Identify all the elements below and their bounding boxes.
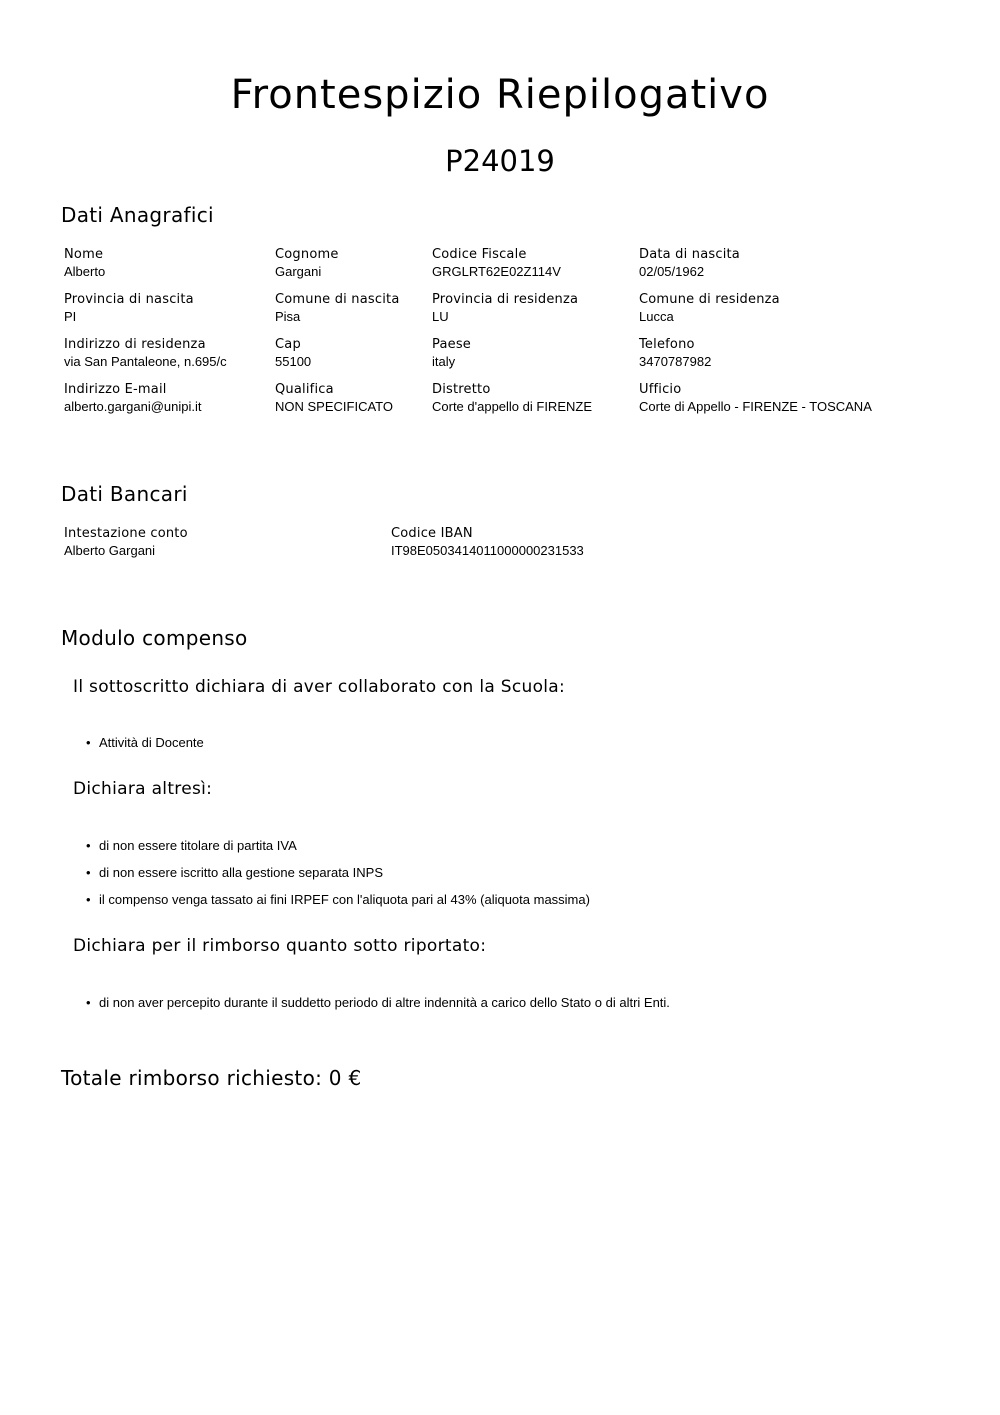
- field-value: IT98E0503414011000000231533: [391, 543, 584, 558]
- field-label: Codice Fiscale: [432, 247, 527, 262]
- field-label: Data di nascita: [639, 247, 740, 262]
- field-comune-di-residenza: [639, 291, 780, 325]
- field-value: italy: [432, 354, 456, 369]
- bullet-icon: •: [86, 735, 91, 750]
- field-nome: [64, 246, 105, 280]
- bullet-icon: •: [86, 865, 91, 880]
- field-label: Paese: [432, 337, 471, 352]
- field-cognome: [275, 246, 339, 280]
- field-label: Ufficio: [639, 382, 682, 397]
- field-label: Comune di residenza: [639, 292, 780, 307]
- field-value: Alberto Gargani: [64, 543, 156, 558]
- section-title-dati-bancari: Dati Bancari: [61, 482, 188, 506]
- field-label: Nome: [64, 247, 104, 262]
- field-cap: [275, 336, 311, 370]
- field-value: Gargani: [275, 264, 322, 279]
- field-distretto: [432, 381, 592, 415]
- bullet-icon: •: [86, 892, 91, 907]
- bullet-icon: •: [86, 995, 91, 1010]
- field-value: via San Pantaleone, n.695/c: [64, 354, 227, 369]
- field-codice-iban: [391, 525, 584, 559]
- list-item-text: di non aver percepito durante il suddetto periodo di altre indennità a carico dello Stato o di altri Enti.: [99, 995, 670, 1010]
- field-label: Qualifica: [275, 382, 334, 397]
- list-item: [86, 994, 670, 1011]
- rimborso-list: [86, 994, 670, 1021]
- field-indirizzo-email: [64, 381, 202, 415]
- field-label: Indirizzo di residenza: [64, 337, 206, 352]
- bullet-icon: •: [86, 838, 91, 853]
- field-telefono: [639, 336, 711, 370]
- list-item-text: Attività di Docente: [99, 735, 204, 750]
- field-value: Lucca: [639, 309, 674, 324]
- field-codice-fiscale: [432, 246, 561, 280]
- field-label: Provincia di nascita: [64, 292, 194, 307]
- field-value: Pisa: [275, 309, 301, 324]
- rimborso-heading: Dichiara per il rimborso quanto sotto riportato:: [73, 936, 487, 956]
- totale-rimborso: Totale rimborso richiesto: 0 €: [61, 1066, 362, 1090]
- field-ufficio: [639, 381, 872, 415]
- list-item: [86, 864, 590, 881]
- field-comune-di-nascita: [275, 291, 400, 325]
- field-label: Telefono: [639, 337, 695, 352]
- field-label: Codice IBAN: [391, 526, 473, 541]
- section-title-dati-anagrafici: Dati Anagrafici: [61, 203, 214, 227]
- field-value: GRGLRT62E02Z114V: [432, 264, 561, 279]
- field-value: alberto.gargani@unipi.it: [64, 399, 202, 414]
- field-value: PI: [64, 309, 77, 324]
- field-value: 3470787982: [639, 354, 712, 369]
- list-item: [86, 837, 590, 854]
- field-label: Intestazione conto: [64, 526, 188, 541]
- field-paese: [432, 336, 471, 370]
- field-intestazione-conto: [64, 525, 188, 559]
- field-label: Comune di nascita: [275, 292, 400, 307]
- field-indirizzo-di-residenza: [64, 336, 227, 370]
- field-value: NON SPECIFICATO: [275, 399, 393, 414]
- collaborazione-heading: Il sottoscritto dichiara di aver collaborato con la Scuola:: [73, 677, 566, 697]
- field-provincia-di-residenza: [432, 291, 578, 325]
- field-label: Cap: [275, 337, 301, 352]
- field-label: Indirizzo E-mail: [64, 382, 167, 397]
- section-title-modulo-compenso: Modulo compenso: [61, 626, 248, 650]
- altresi-list: [86, 837, 590, 918]
- field-data-di-nascita: [639, 246, 740, 280]
- list-item: [86, 891, 590, 908]
- field-value: Alberto: [64, 264, 106, 279]
- field-qualifica: [275, 381, 393, 415]
- field-value: Corte di Appello - FIRENZE - TOSCANA: [639, 399, 872, 414]
- collaborazione-list: [86, 734, 204, 761]
- field-value: Corte d'appello di FIRENZE: [432, 399, 592, 414]
- document-code: P24019: [445, 144, 555, 178]
- list-item: [86, 734, 204, 751]
- list-item-text: il compenso venga tassato ai fini IRPEF con l'aliquota pari al 43% (aliquota massima): [99, 892, 590, 907]
- field-provincia-di-nascita: [64, 291, 194, 325]
- list-item-text: di non essere titolare di partita IVA: [99, 838, 297, 853]
- altresi-heading: Dichiara altresì:: [73, 779, 213, 799]
- list-item-text: di non essere iscritto alla gestione separata INPS: [99, 865, 383, 880]
- field-label: Cognome: [275, 247, 339, 262]
- field-label: Distretto: [432, 382, 491, 397]
- field-value: 55100: [275, 354, 312, 369]
- field-label: Provincia di residenza: [432, 292, 579, 307]
- field-value: 02/05/1962: [639, 264, 705, 279]
- field-value: LU: [432, 309, 449, 324]
- document-title: Frontespizio Riepilogativo: [230, 72, 770, 118]
